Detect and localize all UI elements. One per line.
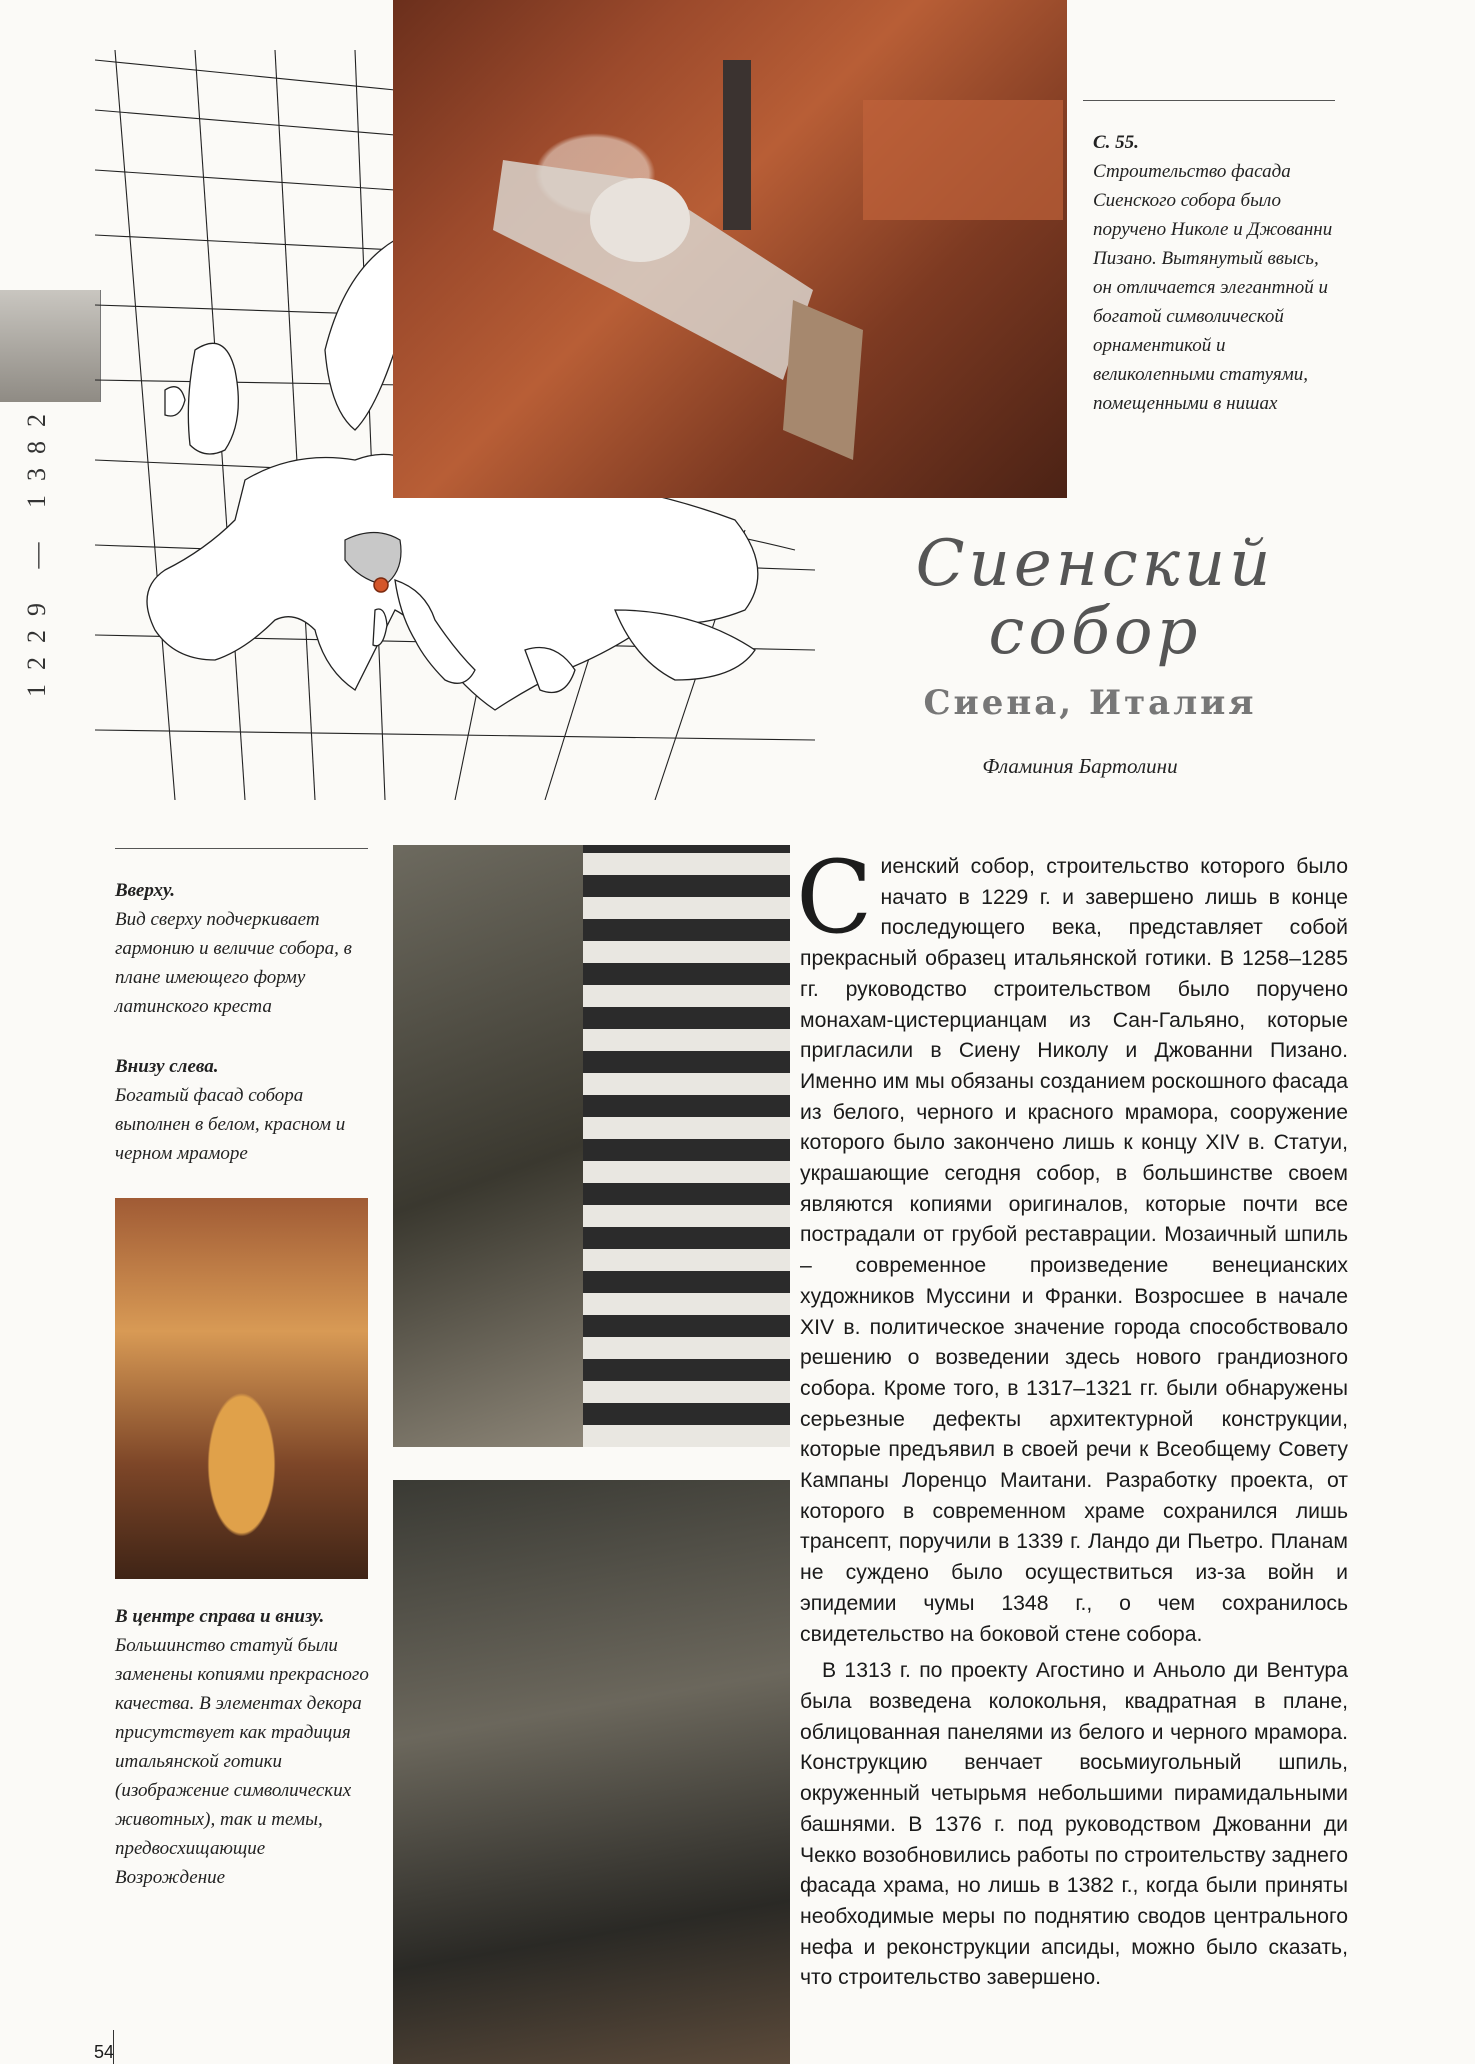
caption-above: Вверху. Вид сверху подчеркивает гармонию и величие собора, в плане имеющего форму латинского креста — [115, 880, 352, 1017]
article-title: Сиенский собор — [915, 527, 1275, 669]
drop-cap: С — [796, 839, 873, 956]
side-years: 1229 — 1382 — [22, 400, 51, 697]
location-marker — [374, 578, 388, 592]
statue-niche-photo — [393, 845, 583, 1447]
caption-bottom-left: Внизу слева. Богатый фасад собора выполнен в белом, красном и черном мраморе — [115, 1056, 346, 1164]
caption-center-right: В центре справа и внизу. Большинство статуй были заменены копиями прекрасного качества. В элементах декора присутствует как традиция итальянской готики (изображение символических животных), так и темы, предвосхищающие Возрождение — [115, 1606, 369, 1888]
page-number-rule — [113, 2030, 114, 2064]
facade-statues-photo — [393, 1480, 790, 2064]
aerial-photo — [393, 0, 1067, 498]
side-thumbnail — [0, 290, 101, 402]
article-author: Фламиния Бартолини — [982, 754, 1178, 778]
caption-rule — [1083, 100, 1335, 101]
facade-portal-photo — [115, 1198, 368, 1579]
article-body: Сиенский собор, строительство которого было начато в 1229 г. и завершено лишь в конце последующего века, представляет собой прекрасный образец итальянской готики. В 1258–1285 гг. руководство строительством было поручено монахам-цистерцианцам из Сан-Гальяно, которые пригласили в Сиену Николу и Джованни Пизано. Именно им мы обязаны созданием роскошного фасада из белого, черного и красного мрамора, сооружение которого было закончено лишь к концу XIV в. Статуи, украшающие сегодня собор, в большинстве своем являются копиями оригиналов, которые почти все пострадали от грубой реставрации. Мозаичный шпиль – современное произведение венецианских художников Муссини и Франки. Возросшее в начале XIV в. политическое значение города способствовало решению о возведении здесь нового грандиозного собора. Кроме того, в 1317–1321 гг. были обнаружены серьезные дефекты архитектурной конструкции, которые предъявил в своей речи к Всеобщему Совету Кампаны Лоренцо Маитани. Разработку проекта, от которого в современном храме сохранился лишь трансепт, поручили в 1339 г. Ландо ди Пьетро. Планам не суждено было осуществиться из-за войн и эпидемии чумы 1348 г., о чем сохранилось свидетельство на боковой стене собора. В 1313 г. по проекту Агостино и Аньоло ди Вентура была возведена колокольня, квадратная в плане, облицованная панелями из белого и черного мрамора. Конструкцию венчает восьмиугольный шпиль, окруженный четырьмя небольшими пирамидальными башнями. В 1376 г. под руководством Джованни ди Чекко возобновились работы по строительству заднего фасада храма, но лишь в 1382 г., когда были приняты необходимые меры по поднятию сводов центрального нефа и реконструкции апсиды, можно было сказать, что строительство завершено. — [796, 839, 1349, 1990]
article-subtitle: Сиена, Италия — [923, 683, 1257, 723]
page-number: 54 — [94, 2042, 115, 2062]
caption-top: С. 55. Строительство фасада Сиенского собора было поручено Николе и Джованни Пизано. Вытянутый ввысь, он отличается элегантной и богатой символической орнаментикой и великолепными статуями, помещенными в нишах — [1093, 132, 1333, 414]
left-caption-rule — [115, 848, 368, 849]
